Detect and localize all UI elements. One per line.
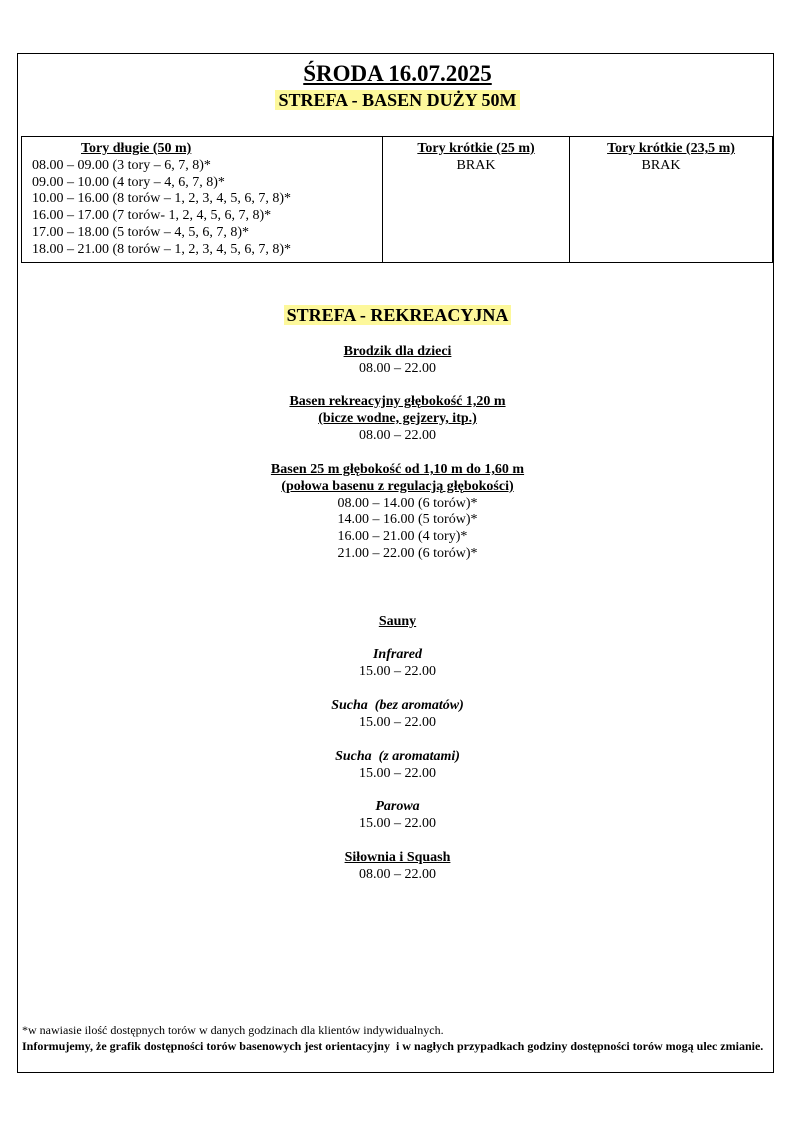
- brodzik-hours: 08.00 – 22.00: [359, 360, 436, 376]
- basen25-row: 14.00 – 16.00 (5 torów)*: [337, 512, 478, 528]
- long-lanes-row: 18.00 – 21.00 (8 torów – 1, 2, 3, 4, 5, 6, 7, 8)*: [32, 241, 291, 257]
- footer: [22, 1023, 772, 1054]
- long-lanes-row: 10.00 – 16.00 (8 torów – 1, 2, 3, 4, 5, 6, 7, 8)*: [32, 191, 291, 207]
- long-lanes-row: 16.00 – 17.00 (7 torów- 1, 2, 4, 5, 6, 7, 8)*: [32, 208, 272, 224]
- sauna-name: Sucha (bez aromatów): [331, 698, 464, 713]
- sauna-infrared: [0, 647, 795, 681]
- brodzik-name: Brodzik dla dzieci: [343, 344, 452, 359]
- zone-50m-heading: STREFA - BASEN DUŻY 50M: [0, 90, 795, 111]
- gym-section: [0, 850, 795, 884]
- short25-heading: Tory krótkie (25 m): [417, 141, 535, 156]
- brodzik-section: [0, 344, 795, 378]
- basen-rek-section: [0, 394, 795, 444]
- short25-cell: [383, 137, 570, 263]
- long-lanes-cell: [22, 137, 383, 263]
- page-title: ŚRODA 16.07.2025: [303, 61, 492, 86]
- basen25-row: 21.00 – 22.00 (6 torów)*: [337, 545, 478, 561]
- basen-rek-note: (bicze wodne, gejzery, itp.): [318, 410, 477, 426]
- footer-info: Informujemy, że grafik dostępności torów basenowych jest orientacyjny i w nagłych przypadkach godziny dostępności torów mogą ulec zmianie.: [22, 1038, 764, 1053]
- long-lanes-row: 17.00 – 18.00 (5 torów – 4, 5, 6, 7, 8)*: [32, 224, 249, 240]
- sauna-hours: 15.00 – 22.00: [359, 663, 436, 679]
- footer-note: *w nawiasie ilość dostępnych torów w danych godzinach dla klientów indywidualnych.: [22, 1023, 444, 1037]
- lanes-table: [21, 136, 773, 263]
- sauna-name: Sucha (z aromatami): [335, 749, 460, 764]
- sauna-name: Infrared: [372, 647, 422, 662]
- short25-value: BRAK: [456, 157, 496, 173]
- basen25-name: Basen 25 m głębokość od 1,10 m do 1,60 m: [270, 462, 525, 477]
- recreation-heading: STREFA - REKREACYJNA: [0, 304, 795, 326]
- sauna-hours: 15.00 – 22.00: [359, 714, 436, 730]
- gym-name: Siłownia i Squash: [344, 850, 451, 865]
- sauna-sucha-bez: [0, 698, 795, 732]
- short235-heading: Tory krótkie (23,5 m): [607, 141, 735, 156]
- sauna-hours: 15.00 – 22.00: [359, 765, 436, 781]
- short235-value: BRAK: [641, 157, 681, 173]
- short235-cell: [570, 137, 773, 263]
- long-lanes-row: 08.00 – 09.00 (3 tory – 6, 7, 8)*: [32, 157, 211, 173]
- long-lanes-heading: Tory długie (50 m): [81, 141, 192, 156]
- basen25-list: [338, 496, 478, 563]
- sauna-parowa: [0, 799, 795, 833]
- saunas-heading: Sauny: [378, 614, 417, 629]
- sauna-name: Parowa: [375, 799, 420, 814]
- gym-hours: 08.00 – 22.00: [359, 866, 436, 882]
- basen25-note: (połowa basenu z regulacją głębokości): [281, 478, 514, 494]
- basen25-row: 08.00 – 14.00 (6 torów)*: [337, 495, 478, 511]
- basen25-row: 16.00 – 21.00 (4 tory)*: [337, 529, 468, 545]
- long-lanes-row: 09.00 – 10.00 (4 tory – 4, 6, 7, 8)*: [32, 174, 225, 190]
- sauna-sucha-z: [0, 749, 795, 783]
- basen-rek-hours: 08.00 – 22.00: [359, 427, 436, 443]
- sauna-hours: 15.00 – 22.00: [359, 815, 436, 831]
- basen-rek-name: Basen rekreacyjny głębokość 1,20 m: [289, 394, 506, 409]
- basen25-section: [0, 462, 795, 563]
